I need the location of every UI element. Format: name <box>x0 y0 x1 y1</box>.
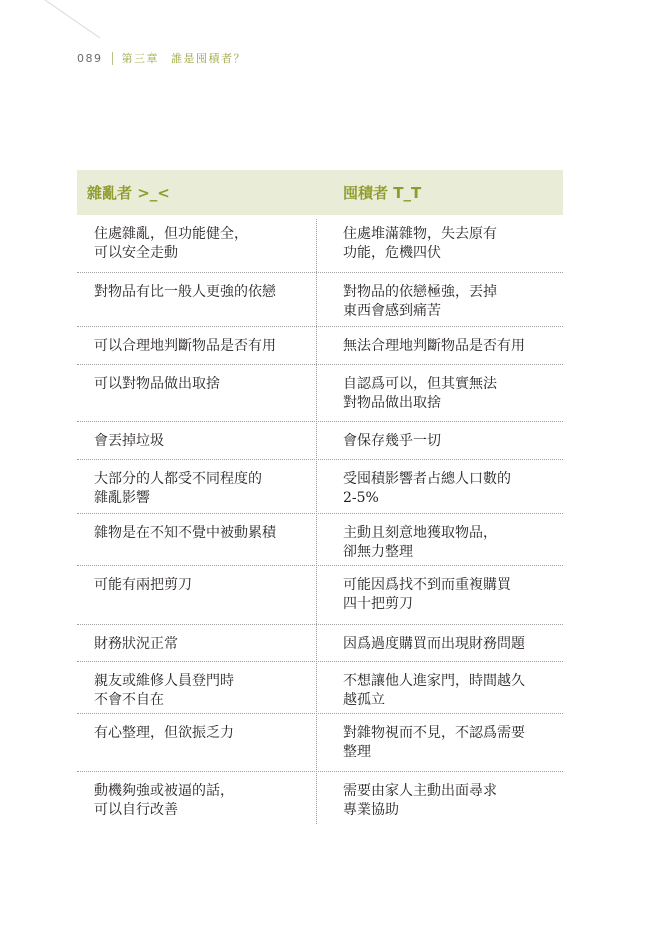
cell-clutterer <box>77 460 329 513</box>
cell-hoarder <box>329 327 563 364</box>
cell-text-line: 大部分的人都受不同程度的 <box>94 471 262 487</box>
cell-clutterer <box>77 625 329 661</box>
cell-text-line: 雜物是在不知不覺中被動累積 <box>94 525 276 541</box>
cell-text-line: 有心整理，但欲振乏力 <box>94 725 234 741</box>
cell-hoarder <box>329 514 563 565</box>
cell-text-line: 功能，危機四伏 <box>343 245 441 261</box>
cell-text-line: 可能有兩把剪刀 <box>94 577 192 593</box>
cell-text-line: 可以自行改善 <box>94 802 178 818</box>
cell-text-line: 越孤立 <box>343 692 385 708</box>
table-row <box>77 365 563 422</box>
cell-text-line: 不會不自在 <box>94 692 164 708</box>
cell-clutterer <box>77 662 329 713</box>
table-row <box>77 662 563 714</box>
cell-text-line: 可以安全走動 <box>94 245 178 261</box>
cell-clutterer <box>77 273 329 326</box>
cell-text-line: 財務狀況正常 <box>94 636 178 652</box>
cell-text-line: 對物品有比一般人更強的依戀 <box>94 284 276 300</box>
cell-hoarder <box>329 460 563 513</box>
cell-text-line: 整理 <box>343 744 371 760</box>
table-row <box>77 273 563 327</box>
cell-text-line: 受囤積影響者占總人口數的 <box>343 471 511 487</box>
cell-clutterer <box>77 772 329 824</box>
cell-text-line: 自認爲可以，但其實無法 <box>343 376 497 392</box>
running-head <box>77 51 246 65</box>
cell-text-line: 住處雜亂，但功能健全， <box>94 226 248 242</box>
cell-clutterer <box>77 215 329 272</box>
cell-text-line: 對雜物視而不見，不認爲需要 <box>343 725 525 741</box>
cell-text-line: 因爲過度購買而出現財務問題 <box>343 636 525 652</box>
cell-hoarder <box>329 215 563 272</box>
cell-text-line: 主動且刻意地獲取物品， <box>343 525 497 541</box>
cell-text-line: 需要由家人主動出面尋求 <box>343 783 497 799</box>
cell-hoarder <box>329 625 563 661</box>
cell-text-line: 2-5% <box>343 490 379 506</box>
column-header-right: 囤積者 T_T <box>343 184 422 202</box>
table-row <box>77 772 563 824</box>
table-row <box>77 422 563 460</box>
cell-clutterer <box>77 566 329 624</box>
cell-text-line: 可以合理地判斷物品是否有用 <box>94 338 276 354</box>
cell-hoarder <box>329 662 563 713</box>
cell-hoarder <box>329 365 563 421</box>
chapter-title: 誰是囤積者？ <box>171 52 246 65</box>
cell-text-line: 四十把剪刀 <box>343 596 413 612</box>
table-row <box>77 714 563 772</box>
cell-text-line: 對物品的依戀極強，丟掉 <box>343 284 497 300</box>
cell-text-line: 親友或維修人員登門時 <box>94 673 234 689</box>
column-header-left: 雜亂者 >_< <box>87 184 170 202</box>
table-row <box>77 460 563 514</box>
cell-text-line: 卻無力整理 <box>343 544 413 560</box>
cell-text-line: 東西會感到痛苦 <box>343 303 441 319</box>
table-header <box>77 170 563 215</box>
table-row <box>77 327 563 365</box>
cell-text-line: 無法合理地判斷物品是否有用 <box>343 338 525 354</box>
cell-hoarder <box>329 566 563 624</box>
cell-text-line: 住處堆滿雜物，失去原有 <box>343 226 497 242</box>
table-row <box>77 215 563 273</box>
cell-hoarder <box>329 772 563 824</box>
cell-hoarder <box>329 273 563 326</box>
cell-text-line: 會丟掉垃圾 <box>94 433 164 449</box>
cell-hoarder <box>329 422 563 459</box>
comparison-table <box>77 170 563 824</box>
cell-text-line: 可以對物品做出取捨 <box>94 376 220 392</box>
header-divider <box>112 52 113 65</box>
chapter-label: 第三章 <box>121 52 159 65</box>
cell-text-line: 動機夠強或被逼的話， <box>94 783 234 799</box>
page-number: 089 <box>77 51 103 65</box>
cell-text-line: 會保存幾乎一切 <box>343 433 441 449</box>
table-body <box>77 215 563 824</box>
table-row <box>77 566 563 625</box>
cell-clutterer <box>77 714 329 771</box>
cell-text-line: 專業協助 <box>343 802 399 818</box>
cell-clutterer <box>77 365 329 421</box>
table-row <box>77 514 563 566</box>
cell-text-line: 雜亂影響 <box>94 490 150 506</box>
cell-clutterer <box>77 327 329 364</box>
cell-text-line: 可能因爲找不到而重複購買 <box>343 577 511 593</box>
table-row <box>77 625 563 662</box>
cell-clutterer <box>77 422 329 459</box>
cell-clutterer <box>77 514 329 565</box>
cell-text-line: 對物品做出取捨 <box>343 395 441 411</box>
cell-text-line: 不想讓他人進家門，時間越久 <box>343 673 525 689</box>
cell-hoarder <box>329 714 563 771</box>
